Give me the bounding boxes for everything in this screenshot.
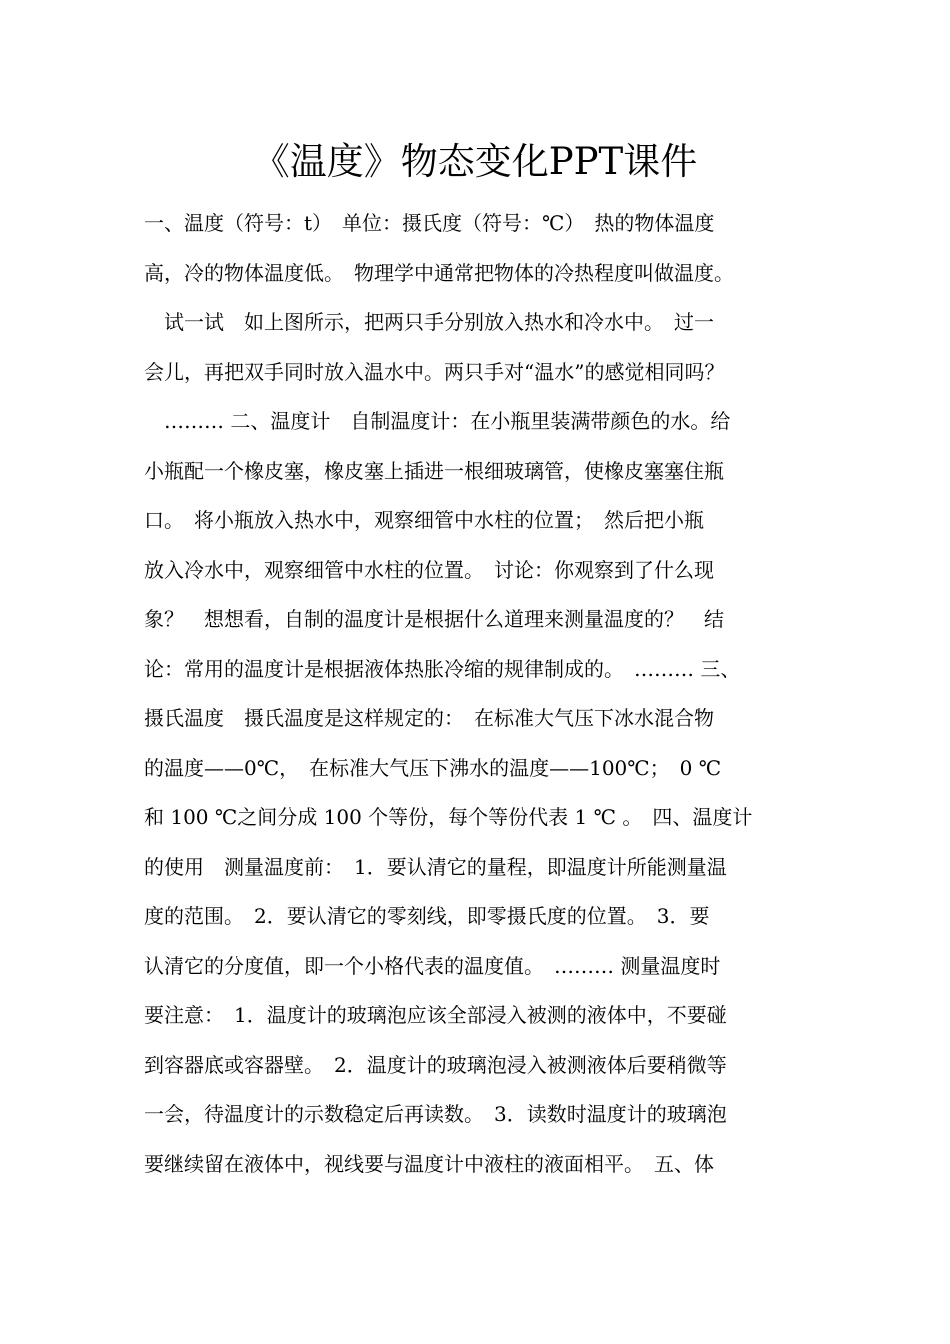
- body-line: 要继续留在液体中，视线要与温度计中液柱的液面相平。 五、体: [144, 1151, 714, 1176]
- body-line: 会儿，再把双手同时放入温水中。两只手对“温水”的感觉相同吗？: [144, 359, 725, 384]
- body-line: 要注意： 1．温度计的玻璃泡应该全部浸入被测的液体中，不要碰: [144, 1003, 727, 1027]
- body-line: 摄氏温度 摄氏温度是这样规定的： 在标准大气压下冰水混合物: [144, 706, 714, 730]
- body-line: 高，冷的物体温度低。 物理学中通常把物体的冷热程度叫做温度。: [144, 260, 734, 285]
- body-line: 一、温度（符号：t） 单位：摄氏度（符号：℃） 热的物体温度: [144, 211, 715, 235]
- body-line: 一会，待温度计的示数稳定后再读数。 3．读数时温度计的玻璃泡: [144, 1102, 727, 1126]
- body-line: 象？ 想想看，自制的温度计是根据什么道理来测量温度的？ 结: [144, 607, 724, 631]
- body-line: 试一试 如上图所示，把两只手分别放入热水和冷水中。 过一: [144, 310, 714, 334]
- body-line: ……… 二、温度计 自制温度计：在小瓶里装满带颜色的水。给: [144, 409, 731, 433]
- body-line: 小瓶配一个橡皮塞，橡皮塞上插进一根细玻璃管，使橡皮塞塞住瓶: [144, 458, 724, 483]
- body-line: 放入冷水中，观察细管中水柱的位置。 讨论：你观察到了什么现: [144, 557, 714, 582]
- body-line: 到容器底或容器壁。 2．温度计的玻璃泡浸入被测液体后要稍微等: [144, 1052, 727, 1077]
- body-line: 的使用 测量温度前： 1．要认清它的量程，即温度计所能测量温: [144, 854, 727, 879]
- document-title: 《温度》物态变化PPT课件: [252, 140, 698, 183]
- body-line: 和 100 ℃之间分成 100 个等份，每个等份代表 1 ℃ 。 四、温度计: [144, 805, 753, 829]
- body-line: 的温度——0℃， 在标准大气压下沸水的温度——100℃； 0 ℃: [144, 755, 722, 780]
- document-body: [144, 199, 844, 1189]
- body-line: 度的范围。 2．要认清它的零刻线，即零摄氏度的位置。 3．要: [144, 904, 710, 928]
- body-line: 论：常用的温度计是根据液体热胀冷缩的规律制成的。 ……… 三、: [144, 656, 741, 681]
- body-line: 认清它的分度值，即一个小格代表的温度值。 ……… 测量温度时: [144, 953, 721, 978]
- body-line: 口。 将小瓶放入热水中，观察细管中水柱的位置； 然后把小瓶: [144, 508, 704, 532]
